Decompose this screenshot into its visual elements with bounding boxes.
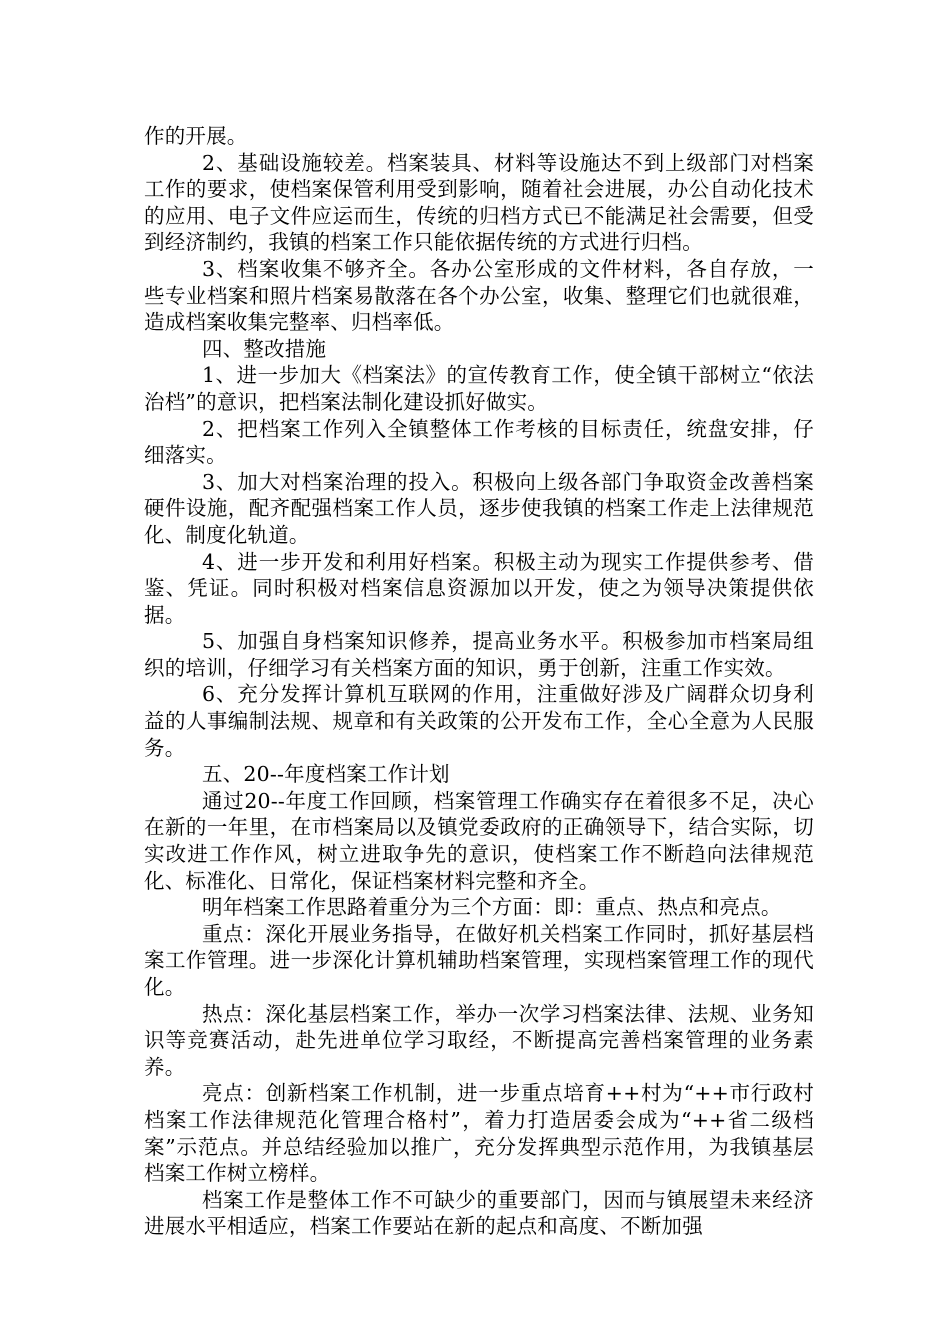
paragraph-hot-point: 热点：深化基层档案工作，举办一次学习档案法律、法规、业务知识等竞赛活动，赴先进单位学习取经，不断提高完善档案管理的业务素养。 xyxy=(144,1001,814,1079)
paragraph-issue-3: 3、档案收集不够齐全。各办公室形成的文件材料，各自存放，一些专业档案和照片档案易散落在各个办公室，收集、整理它们也就很难，造成档案收集完整率、归档率低。 xyxy=(144,256,814,335)
paragraph-issue-2: 2、基础设施较差。档案装具、材料等设施达不到上级部门对档案工作的要求，使档案保管利用受到影响，随着社会进展，办公自动化技术的应用、电子文件应运而生，传统的归档方式已不能满足社会需要，但受到经济制约，我镇的档案工作只能依据传统的方式进行归档。 xyxy=(144,150,814,255)
paragraph-measure-1: 1、进一步加大《档案法》的宣传教育工作，使全镇干部树立“依法治档”的意识，把档案法制化建设抓好做实。 xyxy=(144,363,814,414)
paragraph-measure-4: 4、进一步开发和利用好档案。积极主动为现实工作提供参考、借鉴、凭证。同时积极对档案信息资源加以开发，使之为领导决策提供依据。 xyxy=(144,549,814,627)
paragraph-measure-2: 2、把档案工作列入全镇整体工作考核的目标责任，统盘安排，仔细落实。 xyxy=(144,416,814,468)
paragraph-measure-5: 5、加强自身档案知识修养，提高业务水平。积极参加市档案局组织的培训，仔细学习有关档案方面的知识，勇于创新，注重工作实效。 xyxy=(144,629,814,680)
paragraph-measure-6: 6、充分发挥计算机互联网的作用，注重做好涉及广阔群众切身利益的人事编制法规、规章和有关政策的公开发布工作，全心全意为人民服务。 xyxy=(144,682,814,760)
paragraph-highlight: 亮点：创新档案工作机制，进一步重点培育++村为“++市行政村档案工作法律规范化管理合格村”，着力打造居委会成为“++省二级档案”示范点。并总结经验加以推广，充分发挥典型示范作用，为我镇基层档案工作树立榜样。 xyxy=(144,1081,814,1186)
paragraph-continuation: 作的开展。 xyxy=(144,124,248,148)
paragraph-measure-3: 3、加大对档案治理的投入。积极向上级各部门争取资金改善档案硬件设施，配齐配强档案工作人员，逐步使我镇的档案工作走上法律规范化、制度化轨道。 xyxy=(144,469,814,547)
section-heading-4: 四、整改措施 xyxy=(202,336,327,361)
paragraph-key-point: 重点：深化开展业务指导，在做好机关档案工作同时，抓好基层档案工作管理。进一步深化计算机辅助档案管理，实现档案管理工作的现代化。 xyxy=(144,921,814,999)
paragraph-plan-aspects: 明年档案工作思路着重分为三个方面：即：重点、热点和亮点。 xyxy=(202,895,782,920)
document-body xyxy=(144,123,814,1240)
paragraph-plan-intro: 通过20--年度工作回顾，档案管理工作确实存在着很多不足，决心在新的一年里，在市档案局以及镇党委政府的正确领导下，结合实际，切实改进工作作风，树立进取争先的意识，使档案工作不断趋向法律规范化、标准化、日常化，保证档案材料完整和齐全。 xyxy=(144,788,814,893)
paragraph-conclusion: 档案工作是整体工作不可缺少的重要部门，因而与镇展望未来经济进展水平相适应，档案工作要站在新的起点和高度、不断加强 xyxy=(144,1187,814,1239)
section-heading-5: 五、20--年度档案工作计划 xyxy=(202,762,450,787)
